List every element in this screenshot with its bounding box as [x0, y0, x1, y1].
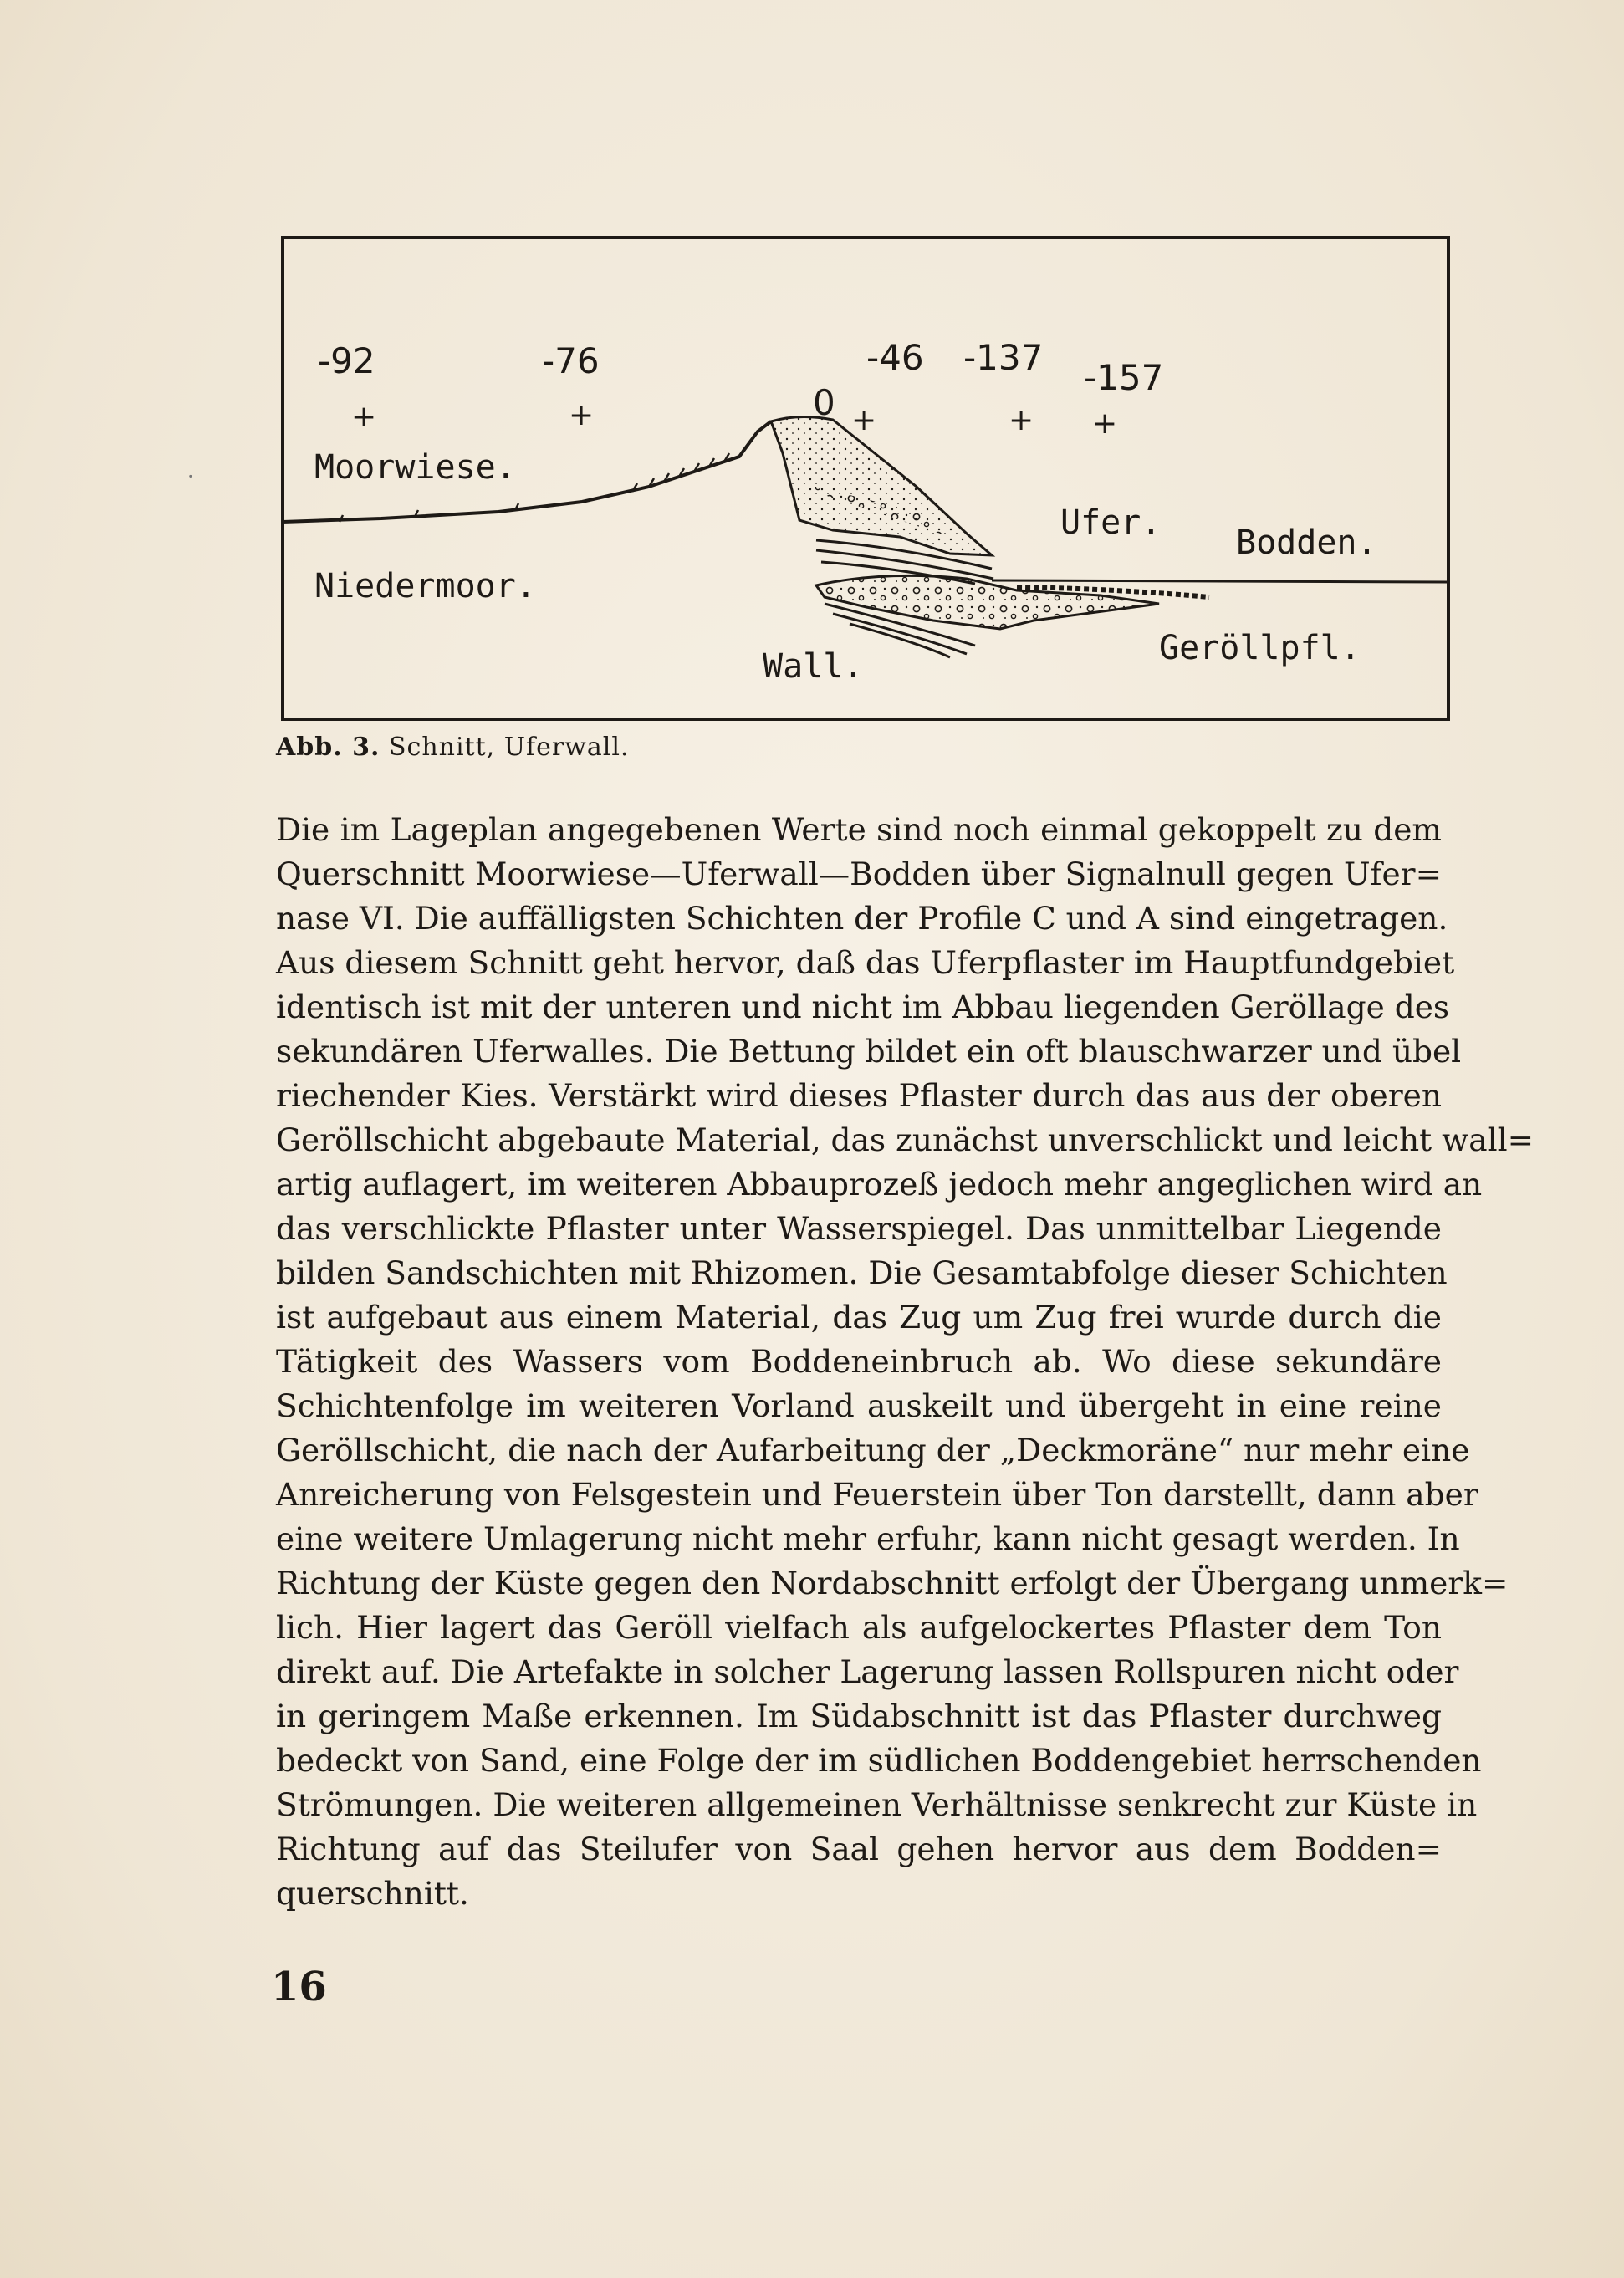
- text-line: Aus diesem Schnitt geht hervor, daß das Uferpflaster im Hauptfundgebiet: [276, 944, 1455, 981]
- text-line: Geröllschicht abgebaute Material, das zunächst unverschlickt und leicht wall=: [276, 1121, 1535, 1158]
- text-line: Tätigkeit des Wassers vom Boddeneinbruch ab. Wo diese sekundäre: [276, 1343, 1442, 1380]
- text-line: Schichtenfolge im weiteren Vorland auskeilt und übergeht in eine reine: [276, 1387, 1442, 1424]
- cross-section-figure: [281, 236, 1450, 721]
- text-line: Die im Lageplan angegebenen Werte sind noch einmal gekoppelt zu dem: [276, 811, 1442, 848]
- elevation-label: -92: [318, 340, 375, 381]
- elevation-label: -137: [963, 337, 1044, 378]
- label-moorwiese: Moorwiese.: [314, 448, 516, 487]
- body-text: [276, 808, 1535, 1916]
- elevation-marker: +: [351, 400, 377, 434]
- figure-caption-text: Schnitt, Uferwall.: [388, 733, 630, 762]
- label-wall: Wall.: [763, 647, 864, 686]
- text-line: querschnitt.: [276, 1875, 469, 1912]
- text-line: bilden Sandschichten mit Rhizomen. Die Gesamtabfolge dieser Schichten: [276, 1254, 1448, 1291]
- elevation-label: 0: [813, 382, 835, 423]
- elevation-marker: +: [851, 403, 877, 437]
- figure-number: Abb. 3.: [276, 733, 380, 762]
- text-line: sekundären Uferwalles. Die Bettung bildet ein oft blauschwarzer und übel: [276, 1033, 1462, 1070]
- text-line: identisch ist mit der unteren und nicht im Abbau liegenden Geröllage des: [276, 988, 1450, 1025]
- elevation-label: -46: [866, 337, 924, 378]
- label-geroellpfl: Geröllpfl.: [1159, 629, 1361, 667]
- elevation-marker: +: [1009, 403, 1034, 437]
- label-bodden: Bodden.: [1236, 524, 1377, 562]
- elevation-marker: +: [569, 398, 595, 432]
- text-line: direkt auf. Die Artefakte in solcher Lagerung lassen Rollspuren nicht oder: [276, 1653, 1459, 1690]
- text-line: lich. Hier lagert das Geröll vielfach als aufgelockertes Pflaster dem Ton: [276, 1609, 1442, 1646]
- elevation-label: -76: [542, 340, 600, 381]
- cross-section-diagram: [281, 236, 1450, 721]
- text-line: Richtung der Küste gegen den Nordabschnitt erfolgt der Übergang unmerk=: [276, 1565, 1509, 1601]
- text-line: riechender Kies. Verstärkt wird dieses Pflaster durch das aus der oberen: [276, 1077, 1442, 1114]
- figure-caption: [276, 733, 630, 762]
- elevation-marker: +: [1092, 406, 1118, 441]
- page-speck: ·: [187, 465, 194, 488]
- text-line: Richtung auf das Steilufer von Saal gehen hervor aus dem Bodden=: [276, 1831, 1442, 1867]
- elevation-label: -157: [1084, 357, 1164, 398]
- text-line: in geringem Maße erkennen. Im Südabschnitt ist das Pflaster durchweg: [276, 1698, 1442, 1734]
- label-ufer: Ufer.: [1060, 503, 1162, 542]
- text-line: Geröllschicht, die nach der Aufarbeitung der „Deckmoräne“ nur mehr eine: [276, 1432, 1470, 1468]
- text-line: Querschnitt Moorwiese—Uferwall—Bodden über Signalnull gegen Ufer=: [276, 856, 1442, 892]
- wall-upper-gravel: [771, 416, 992, 555]
- label-niedermoor: Niedermoor.: [314, 567, 536, 605]
- page-number: 16: [271, 1964, 327, 2010]
- text-line: ist aufgebaut aus einem Material, das Zug um Zug frei wurde durch die: [276, 1299, 1442, 1336]
- lower-gravel-layer: [816, 575, 1159, 629]
- text-line: Anreicherung von Felsgestein und Feuerstein über Ton darstellt, dann aber: [276, 1476, 1478, 1513]
- text-line: nase VI. Die auffälligsten Schichten der Profile C und A sind eingetragen.: [276, 900, 1448, 937]
- text-line: Strömungen. Die weiteren allgemeinen Verhältnisse senkrecht zur Küste in: [276, 1786, 1478, 1823]
- text-line: das verschlickte Pflaster unter Wasserspiegel. Das unmittelbar Liegende: [276, 1210, 1442, 1247]
- text-line: bedeckt von Sand, eine Folge der im südlichen Boddengebiet herrschenden: [276, 1742, 1482, 1779]
- water-surface-line: [992, 580, 1448, 582]
- text-line: eine weitere Umlagerung nicht mehr erfuhr, kann nicht gesagt werden. In: [276, 1520, 1460, 1557]
- text-line: artig auflagert, im weiteren Abbauprozeß jedoch mehr angeglichen wird an: [276, 1166, 1483, 1203]
